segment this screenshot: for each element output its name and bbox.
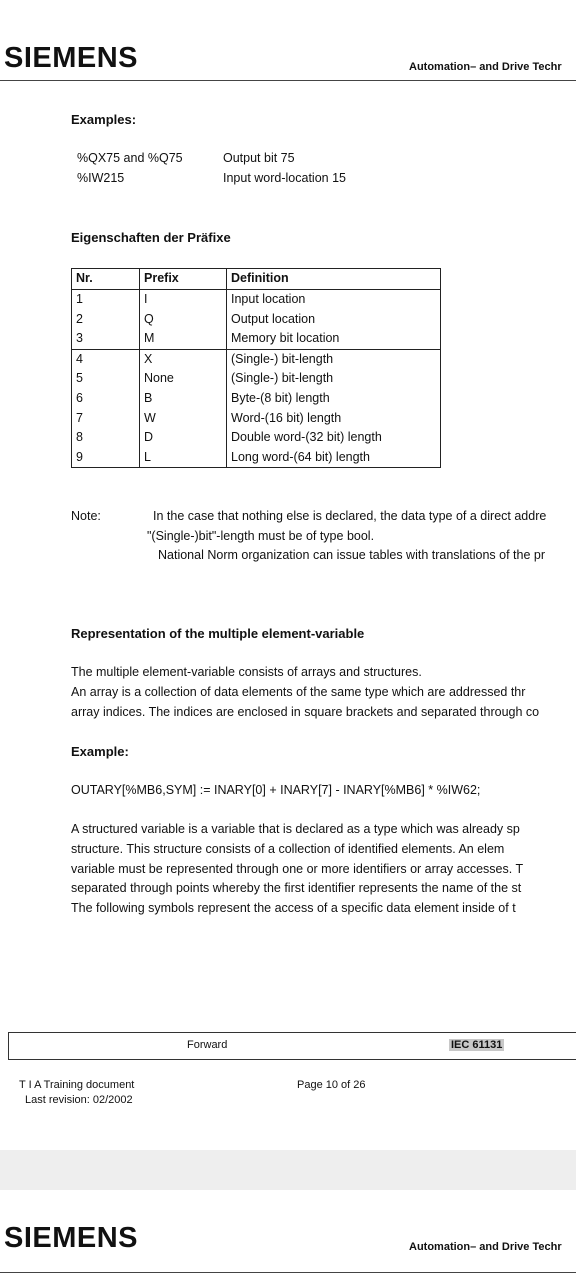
paragraph-line: variable must be represented through one or more identifiers or array accesses. T — [71, 862, 524, 876]
cell-prefix: M — [140, 329, 227, 349]
cell-nr: 6 — [72, 389, 140, 409]
paragraph-line: array indices. The indices are enclosed in square brackets and separated through co — [71, 705, 540, 719]
table-row — [72, 448, 441, 468]
prefix-table — [71, 268, 441, 468]
table-row — [72, 428, 441, 448]
note-line-3: National Norm organization can issue tables with translations of the pr — [158, 548, 546, 562]
page-gap — [0, 1150, 576, 1190]
paragraph-line: separated through points whereby the first identifier represents the name of the st — [71, 881, 522, 895]
header-division: Automation– and Drive Techr — [409, 1241, 562, 1253]
cell-definition: Input location — [227, 290, 441, 310]
cell-prefix: X — [140, 349, 227, 369]
col-header-definition: Definition — [227, 269, 441, 290]
note-line-1: In the case that nothing else is declared, the data type of a direct addre — [153, 509, 547, 523]
next-document-page — [0, 1190, 576, 1280]
paragraph-line: The following symbols represent the access of a specific data element inside of t — [71, 901, 516, 915]
col-header-nr: Nr. — [72, 269, 140, 290]
cell-nr: 3 — [72, 329, 140, 349]
cell-nr: 7 — [72, 409, 140, 429]
cell-definition: Byte-(8 bit) length — [227, 389, 441, 409]
example-code: OUTARY[%MB6,SYM] := INARY[0] + INARY[7] - INARY[%MB6] * %IW62; — [71, 783, 481, 797]
cell-nr: 4 — [72, 349, 140, 369]
example-code-2: %IW215 — [77, 171, 125, 185]
paragraph-line: The multiple element-variable consists of arrays and structures. — [71, 665, 422, 679]
forward-link[interactable]: Forward — [187, 1039, 228, 1051]
cell-definition: Long word-(64 bit) length — [227, 448, 441, 468]
cell-prefix: I — [140, 290, 227, 310]
table-row — [72, 349, 441, 369]
cell-definition: (Single-) bit-length — [227, 369, 441, 389]
note-line-2: "(Single-)bit"-length must be of type bool. — [147, 529, 375, 543]
example-desc-2: Input word-location 15 — [223, 171, 346, 185]
siemens-logo: SIEMENS — [4, 42, 139, 74]
header-rule — [0, 1272, 576, 1273]
iec-standard-label: IEC 61131 — [451, 1039, 503, 1051]
examples-heading: Examples: — [71, 112, 137, 127]
page-number: Page 10 of 26 — [297, 1079, 366, 1091]
table-row — [72, 389, 441, 409]
cell-prefix: L — [140, 448, 227, 468]
header-rule — [0, 80, 576, 81]
cell-definition: (Single-) bit-length — [227, 349, 441, 369]
cell-nr: 9 — [72, 448, 140, 468]
table-row — [72, 369, 441, 389]
paragraph-line: structure. This structure consists of a collection of identified elements. An elem — [71, 842, 505, 856]
cell-definition: Word-(16 bit) length — [227, 409, 441, 429]
table-row — [72, 329, 441, 349]
cell-nr: 8 — [72, 428, 140, 448]
col-header-prefix: Prefix — [140, 269, 227, 290]
doc-title: T I A Training document — [19, 1079, 135, 1091]
cell-definition: Output location — [227, 310, 441, 330]
cell-definition: Memory bit location — [227, 329, 441, 349]
example-heading: Example: — [71, 744, 129, 759]
cell-nr: 5 — [72, 369, 140, 389]
multi-element-heading: Representation of the multiple element-variable — [71, 626, 365, 641]
cell-prefix: W — [140, 409, 227, 429]
cell-prefix: D — [140, 428, 227, 448]
note-label: Note: — [71, 509, 101, 523]
cell-definition: Double word-(32 bit) length — [227, 428, 441, 448]
table-header-row — [72, 269, 441, 290]
example-desc-1: Output bit 75 — [223, 151, 295, 165]
table-row — [72, 310, 441, 330]
doc-revision: Last revision: 02/2002 — [25, 1094, 133, 1106]
cell-prefix: B — [140, 389, 227, 409]
paragraph-line: A structured variable is a variable that is declared as a type which was already sp — [71, 822, 520, 836]
cell-prefix: Q — [140, 310, 227, 330]
cell-nr: 2 — [72, 310, 140, 330]
cell-nr: 1 — [72, 290, 140, 310]
example-code-1: %QX75 and %Q75 — [77, 151, 183, 165]
table-row — [72, 409, 441, 429]
table-row — [72, 290, 441, 310]
header-division: Automation– and Drive Techr — [409, 61, 562, 73]
cell-prefix: None — [140, 369, 227, 389]
prefix-heading: Eigenschaften der Präfixe — [71, 230, 231, 245]
siemens-logo: SIEMENS — [4, 1222, 139, 1254]
paragraph-line: An array is a collection of data elements of the same type which are addressed thr — [71, 685, 526, 699]
